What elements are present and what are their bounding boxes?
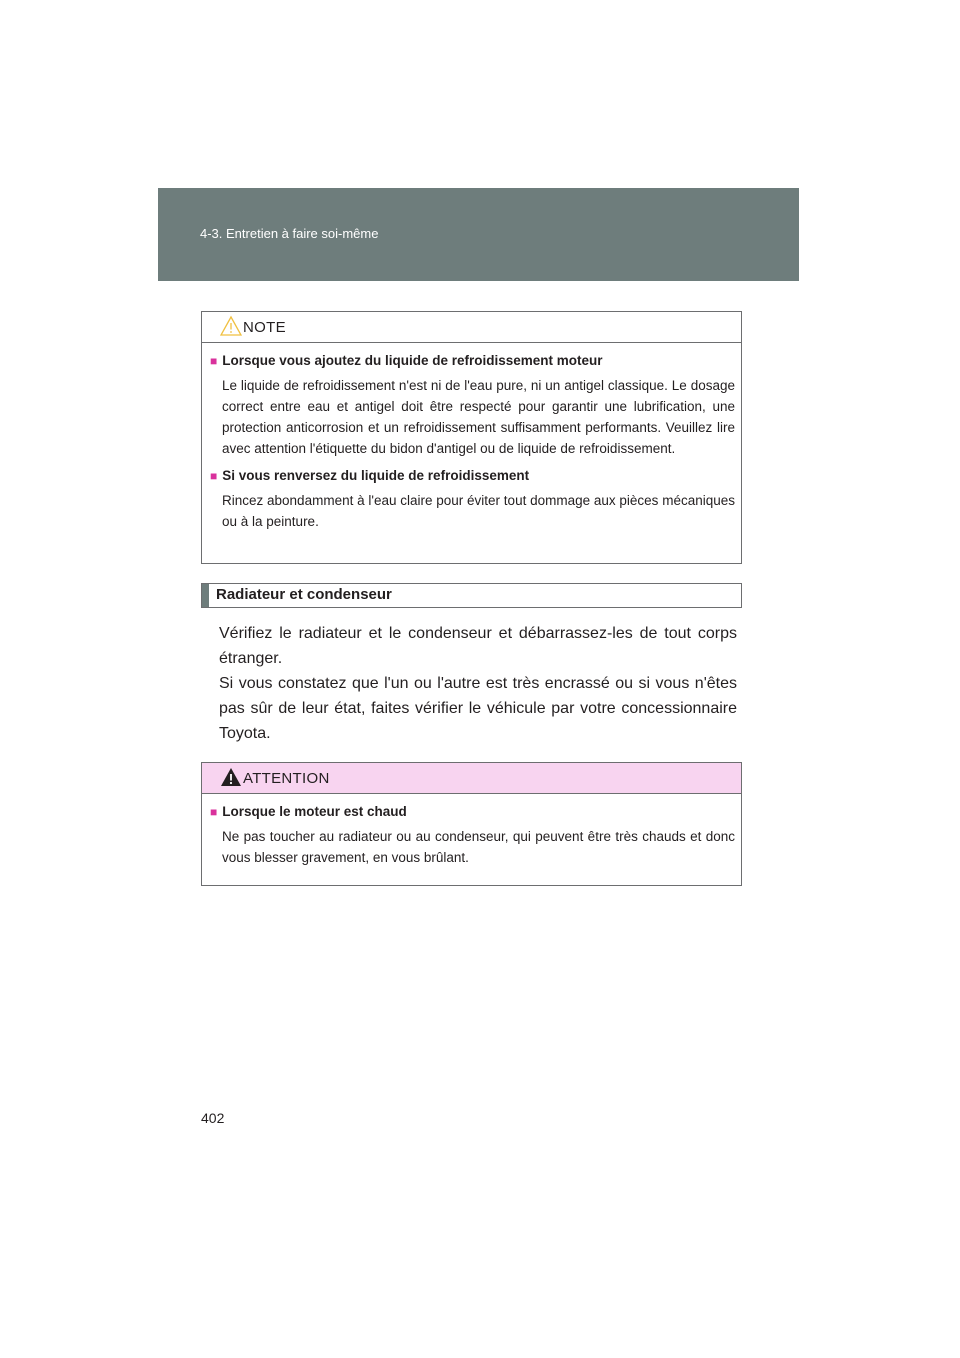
section-title-bar — [201, 583, 742, 608]
section-marker — [202, 584, 209, 607]
note-item-text: Rincez abondamment à l'eau claire pour éviter tout dommage aux pièces mécaniques ou à la peinture. — [222, 493, 735, 529]
note-box — [201, 311, 742, 564]
note-item-title: ■ Si vous renversez du liquide de refroidissement — [210, 468, 530, 483]
warning-filled-icon — [220, 766, 242, 788]
section-title: Radiateur et condenseur — [216, 586, 392, 603]
attention-title: ATTENTION — [243, 770, 330, 787]
bullet-square-icon: ■ — [210, 805, 218, 819]
note-body — [202, 343, 741, 548]
bullet-square-icon: ■ — [210, 469, 218, 483]
attention-header — [202, 763, 741, 794]
attention-body — [202, 794, 741, 884]
note-header — [202, 312, 741, 343]
section-breadcrumb: 4-3. Entretien à faire soi-même — [200, 226, 379, 241]
body-text — [219, 621, 737, 746]
body-paragraph: Vérifiez le radiateur et le condenseur et débarrassez-les de tout corps étranger. — [219, 625, 737, 667]
note-item-text: Le liquide de refroidissement n'est ni de l'eau pure, ni un antigel classique. Le dosage correct entre eau et antigel doit être respecté pour garantir une lubrification, une protection anticorrosion et un refroidissement suffisamment performants. Veuillez lire avec attention l'étiquette du bidon d'antigel ou de liquide de refroidissement. — [222, 378, 735, 456]
page-number: 402 — [201, 1110, 225, 1126]
bullet-square-icon: ■ — [210, 354, 218, 368]
attention-item-text: Ne pas toucher au radiateur ou au condenseur, qui peuvent être très chauds et donc vous blesser gravement, en vous brûlant. — [222, 829, 735, 865]
section-header — [158, 188, 799, 281]
attention-box — [201, 762, 742, 886]
attention-item-title: ■ Lorsque le moteur est chaud — [210, 804, 407, 819]
body-paragraph: Si vous constatez que l'un ou l'autre est très encrassé ou si vous n'êtes pas sûr de leur état, faites vérifier le véhicule par votre concessionnaire Toyota. — [219, 675, 737, 742]
warning-outline-icon — [220, 315, 242, 337]
note-item-title: ■ Lorsque vous ajoutez du liquide de refroidissement moteur — [210, 353, 603, 368]
note-title: NOTE — [243, 319, 286, 336]
